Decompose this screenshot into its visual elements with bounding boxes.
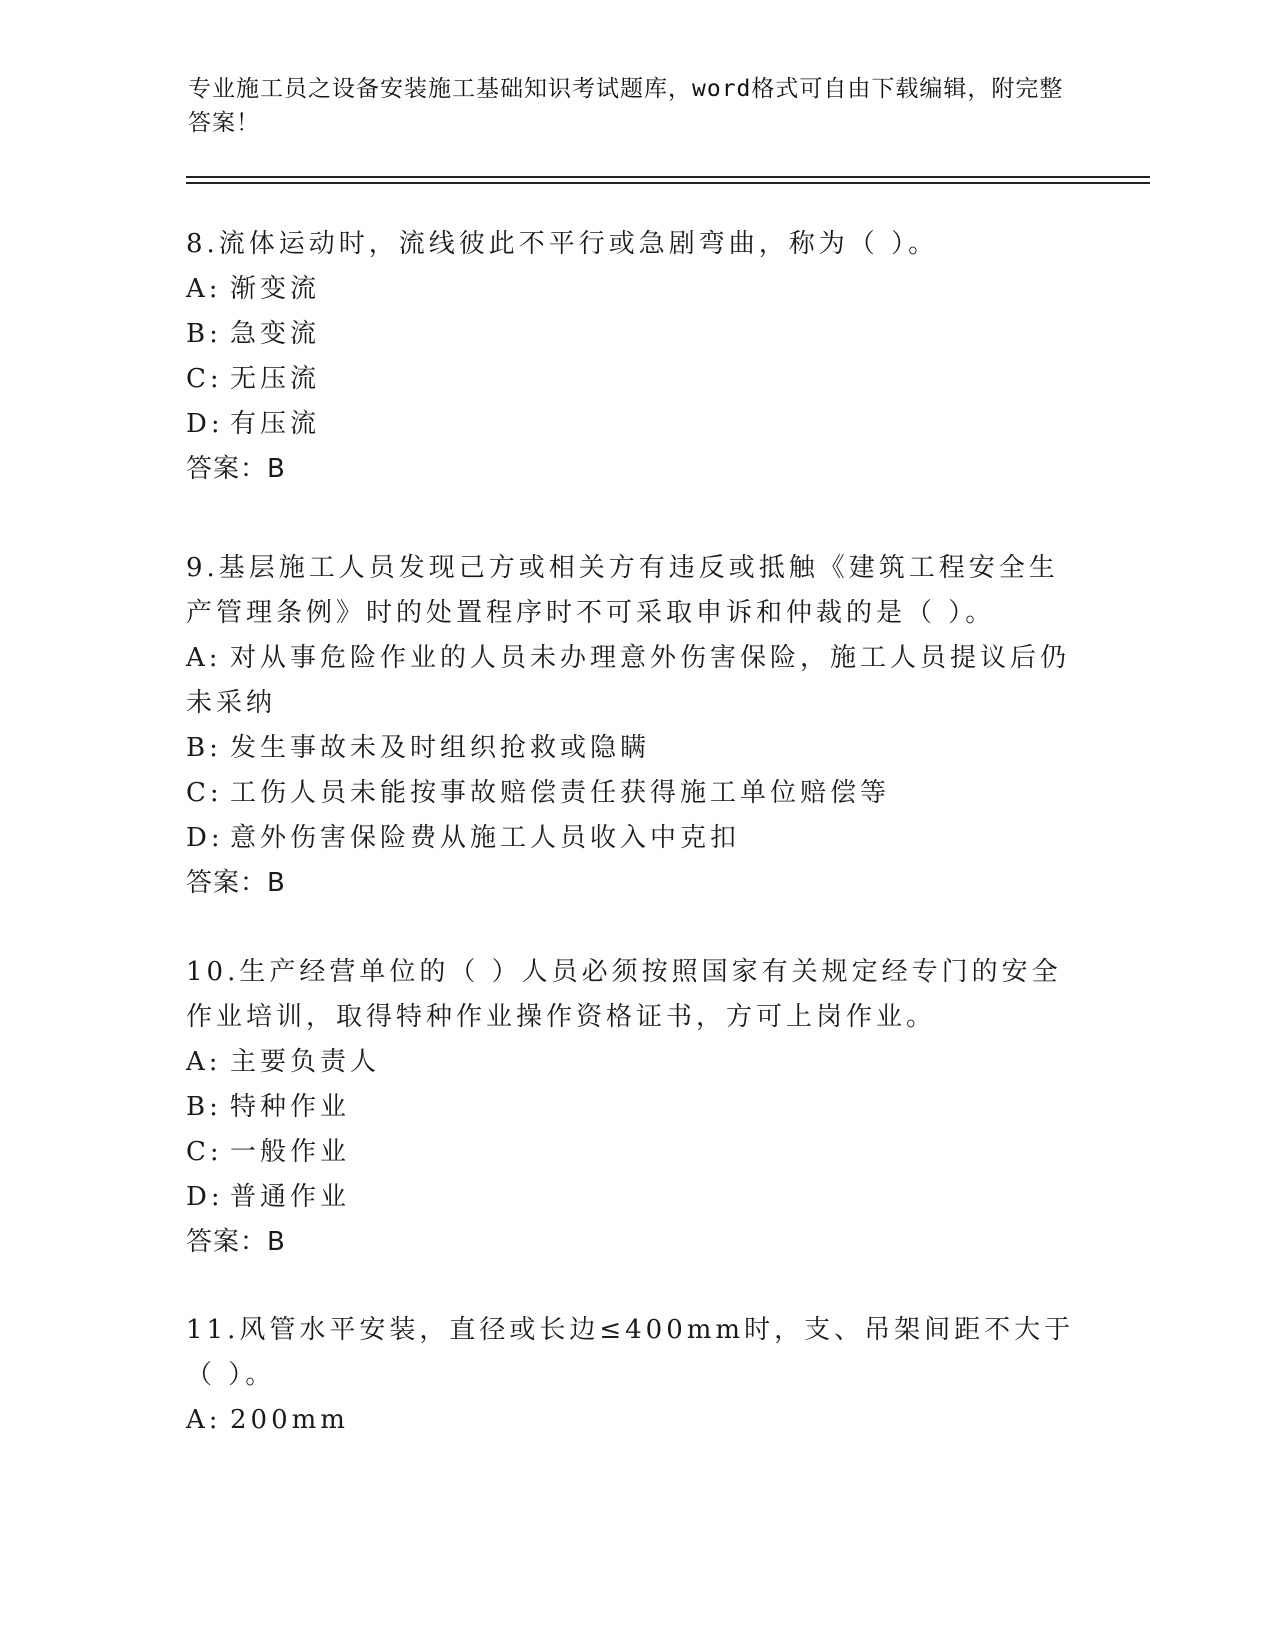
option-c: [186, 357, 1086, 402]
option-a: [186, 636, 1086, 726]
option-text: 无压流: [230, 364, 321, 394]
option-b: [186, 726, 1086, 771]
option-a: [186, 1398, 1086, 1443]
question-stem: 9.基层施工人员发现己方或相关方有违反或抵触《建筑工程安全生产管理条例》时的处置程序时不可采取申诉和仲裁的是（ ）。: [186, 553, 1059, 628]
option-text: 渐变流: [230, 274, 321, 304]
question-11: [186, 1308, 1086, 1443]
answer-line: 答案：B: [186, 868, 286, 898]
header-divider-top: [186, 176, 1150, 178]
option-text: 对从事危险作业的人员未办理意外伤害保险，施工人员提议后仍未采纳: [186, 643, 1071, 718]
header-divider-bottom: [186, 182, 1150, 184]
header-text: 专业施工员之设备安装施工基础知识考试题库，word格式可自由下载编辑，附完整答案！: [188, 76, 1064, 136]
question-10: [186, 950, 1086, 1265]
option-d: [186, 402, 1086, 447]
option-letter: C:: [186, 364, 223, 394]
option-letter: A:: [186, 1405, 222, 1435]
option-text: 急变流: [230, 319, 321, 349]
option-letter: A:: [186, 1047, 222, 1077]
question-stem: 11.风管水平安装，直径或长边≤400mm时，支、吊架间距不大于（ ）。: [186, 1315, 1075, 1390]
option-text: 主要负责人: [230, 1047, 381, 1077]
option-letter: B:: [186, 1092, 222, 1122]
question-stem: 8.流体运动时，流线彼此不平行或急剧弯曲，称为（ ）。: [186, 229, 939, 259]
option-letter: D:: [186, 823, 224, 853]
option-letter: B:: [186, 319, 222, 349]
option-text: 有压流: [230, 409, 321, 439]
option-letter: B:: [186, 733, 222, 763]
answer-line: 答案：B: [186, 454, 286, 484]
option-text: 普通作业: [230, 1182, 351, 1212]
option-letter: C:: [186, 778, 223, 808]
question-stem: 10.生产经营单位的（ ）人员必须按照国家有关规定经专门的安全作业培训，取得特种作业操作资格证书，方可上岗作业。: [186, 957, 1062, 1032]
question-8: [186, 222, 1086, 492]
option-text: 200mm: [230, 1405, 349, 1435]
option-b: [186, 312, 1086, 357]
option-text: 一般作业: [230, 1137, 351, 1167]
option-letter: A:: [186, 643, 222, 673]
option-c: [186, 771, 1086, 816]
option-text: 意外伤害保险费从施工人员收入中克扣: [230, 823, 741, 853]
option-d: [186, 1175, 1086, 1220]
option-c: [186, 1130, 1086, 1175]
option-d: [186, 816, 1086, 861]
option-b: [186, 1085, 1086, 1130]
option-a: [186, 267, 1086, 312]
option-letter: D:: [186, 1182, 224, 1212]
option-text: 特种作业: [230, 1092, 351, 1122]
option-letter: D:: [186, 409, 224, 439]
option-letter: A:: [186, 274, 222, 304]
document-header: [188, 72, 1068, 140]
option-text: 发生事故未及时组织抢救或隐瞒: [230, 733, 651, 763]
option-a: [186, 1040, 1086, 1085]
option-letter: C:: [186, 1137, 223, 1167]
answer-line: 答案：B: [186, 1227, 286, 1257]
question-9: [186, 546, 1086, 906]
option-text: 工伤人员未能按事故赔偿责任获得施工单位赔偿等: [230, 778, 891, 808]
